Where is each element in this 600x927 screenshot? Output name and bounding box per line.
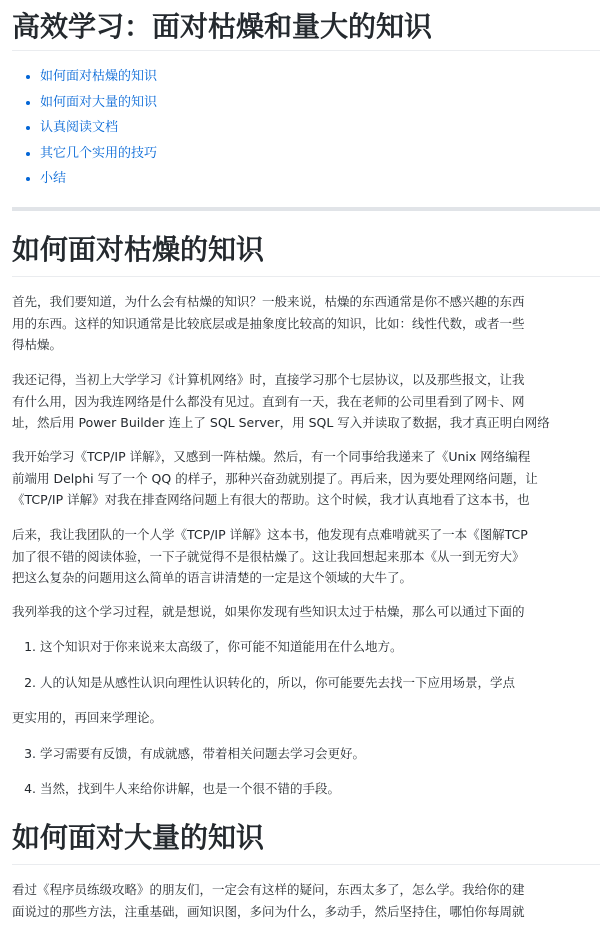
steps-list	[12, 778, 340, 800]
paragraph-line: 《TCP/IP 详解》对我在排查网络问题上有很大的帮助。这个时候，我才认真地看了这本书，也	[12, 492, 530, 507]
section-heading-divider	[12, 864, 600, 865]
steps-list	[12, 636, 403, 658]
page-title: 高效学习：面对枯燥和量大的知识	[12, 10, 433, 43]
paragraph-line: 我开始学习《TCP/IP 详解》，又感到一阵枯燥。然后，有一个同事给我递来了《Unix 网络编程	[12, 449, 531, 464]
paragraph-line: 把这么复杂的问题用这么简单的语言讲清楚的一定是这个领域的大牛了。	[12, 570, 413, 585]
steps-list	[12, 672, 515, 694]
paragraph-line: 首先，我们要知道，为什么会有枯燥的知识？一般来说，枯燥的东西通常是你不感兴趣的东西	[12, 294, 525, 309]
paragraph-line: 后来，我让我团队的一个人学《TCP/IP 详解》这本书，他发现有点难啃就买了一本《图解TCP	[12, 527, 528, 542]
paragraph-line: 面说过的那些方法，注重基础，画知识图，多问为什么，多动手，然后坚持住，哪怕你每周就	[12, 903, 525, 919]
section-heading-boring: 如何面对枯燥的知识	[12, 233, 265, 266]
paragraph-line: 更实用的，再回来学理论。	[12, 710, 163, 725]
toc-link-practical-tips[interactable]: • 其它几个实用的技巧	[40, 141, 157, 167]
toc-link-summary[interactable]: • 小结	[40, 166, 157, 192]
list-item: 2. 人的认知是从感性认识向理性认识转化的，所以，你可能要先去找一下应用场景，学点	[40, 672, 515, 694]
paragraph	[12, 601, 600, 623]
paragraph	[12, 291, 600, 356]
list-item: 4. 当然，找到牛人来给你讲解，也是一个很不错的手段。	[40, 778, 340, 800]
paragraph-line: 用的东西。这样的知识通常是比较底层或是抽象度比较高的知识，比如：线性代数，或者一些	[12, 315, 525, 331]
paragraph-line: 址，然后用 Power Builder 连上了 SQL Server，用 SQL 写入并读取了数据，我才真正明白网络	[12, 415, 550, 430]
paragraph-line: 我列举我的这个学习过程，就是想说，如果你发现有些知识太过于枯燥，那么可以通过下面的	[12, 604, 525, 619]
paragraph-line: 得枯燥。	[12, 337, 63, 352]
paragraph	[12, 524, 600, 589]
paragraph-line: 看过《程序员练级攻略》的朋友们，一定会有这样的疑问，东西太多了，怎么学。我给你的建	[12, 882, 525, 897]
paragraph	[12, 446, 600, 511]
toc-link-boring-knowledge[interactable]: • 如何面对枯燥的知识	[40, 64, 157, 90]
paragraph	[12, 879, 600, 922]
toc-link-large-knowledge[interactable]: • 如何面对大量的知识	[40, 90, 157, 116]
table-of-contents	[12, 64, 157, 192]
section-heading-divider	[12, 276, 600, 277]
steps-list	[12, 743, 365, 765]
section-heading-large: 如何面对大量的知识	[12, 821, 265, 854]
paragraph-line: 加了很不错的阅读体验，一下子就觉得不是很枯燥了。这让我回想起来那本《从一到无穷大》	[12, 548, 525, 564]
toc-link-read-docs[interactable]: • 认真阅读文档	[40, 115, 157, 141]
section-divider	[12, 207, 600, 211]
paragraph-line: 我还记得，当初上大学学习《计算机网络》时，直接学习那个七层协议，以及那些报文，让我	[12, 372, 525, 387]
list-item: 3. 学习需要有反馈，有成就感，带着相关问题去学习会更好。	[40, 743, 365, 765]
paragraph	[12, 369, 600, 434]
paragraph-line: 有什么用，因为我连网络是什么都没有见过。直到有一天，我在老师的公司里看到了网卡、网	[12, 393, 525, 409]
list-item: 1. 这个知识对于你来说来太高级了，你可能不知道能用在什么地方。	[40, 636, 403, 658]
paragraph	[12, 707, 600, 729]
paragraph-line: 前端用 Delphi 写了一个 QQ 的样子，那种兴奋劲就别提了。再后来，因为要处理网络问题，让	[12, 470, 538, 486]
title-divider	[12, 50, 600, 51]
